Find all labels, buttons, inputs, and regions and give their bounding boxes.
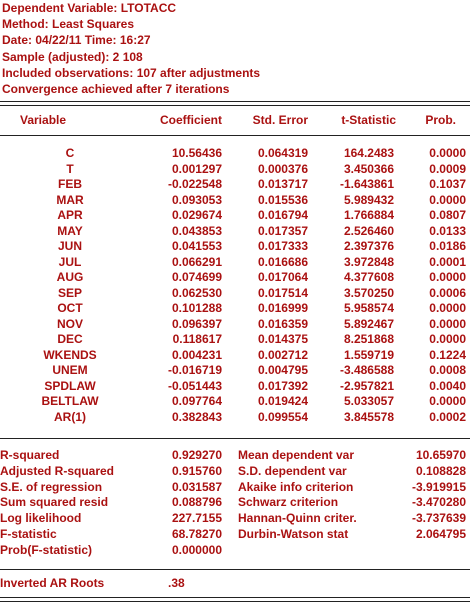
t-statistic-cell: 3.972848: [343, 254, 394, 269]
t-statistic-cell: 4.377608: [343, 270, 394, 284]
prob-cell: 0.1037: [429, 177, 466, 191]
prob-cell: 0.0000: [429, 270, 466, 284]
coefficient-cell: 10.56436: [171, 146, 222, 160]
t-statistic-cell: -2.957821: [339, 378, 394, 393]
variable-cell: T: [66, 161, 74, 176]
prob-cell: 0.0000: [429, 394, 466, 408]
std-error-cell: 0.017064: [257, 270, 308, 284]
table-row: [0, 317, 470, 333]
stat-value-2: -3.737639: [411, 511, 466, 526]
stat-value-2: 0.108828: [415, 463, 466, 478]
std-error-cell: 0.017333: [257, 239, 308, 253]
t-statistic-cell: 5.892467: [343, 316, 394, 331]
coefficient-cell: -0.022548: [167, 177, 222, 191]
variable-cell: DEC: [57, 332, 83, 346]
variable-cell: APR: [57, 208, 83, 222]
coefficient-cell: 0.097764: [171, 394, 222, 408]
stats-row: [0, 495, 470, 511]
stat-value-2: 2.064795: [415, 526, 466, 541]
table-row: [0, 286, 470, 302]
coefficient-cell: 0.382843: [171, 409, 222, 424]
stat-value: 0.000000: [171, 542, 222, 557]
coefficient-cell: 0.093053: [171, 192, 222, 207]
output-header: [2, 0, 260, 97]
coefficient-cell: -0.051443: [167, 378, 222, 393]
stat-label: S.E. of regression: [0, 479, 103, 494]
t-statistic-cell: 2.397376: [343, 239, 394, 253]
table-row: [0, 224, 470, 240]
table-row: [0, 208, 470, 224]
prob-cell: 0.0006: [429, 285, 466, 300]
coefficient-cell: 0.043853: [171, 223, 222, 238]
variable-cell: NOV: [56, 316, 83, 331]
method-line: Method: Least Squares: [2, 17, 135, 32]
prob-cell: 0.0133: [429, 223, 466, 238]
col-header-variable: Variable: [20, 113, 67, 127]
stat-label: Prob(F-statistic): [0, 542, 93, 557]
variable-cell: FEB: [58, 177, 82, 191]
prob-cell: 0.0009: [429, 161, 466, 176]
std-error-cell: 0.019424: [257, 394, 308, 408]
variable-cell: SEP: [57, 285, 82, 300]
dependent-variable-line: Dependent Variable: LTOTACC: [2, 1, 177, 15]
ar-roots-value: .38: [168, 576, 185, 590]
variable-cell: JUN: [57, 239, 82, 253]
coefficient-cell: 0.096397: [171, 316, 222, 331]
stat-label: R-squared: [0, 448, 60, 462]
coefficient-cell: 0.001297: [171, 161, 222, 176]
prob-cell: 0.0002: [429, 409, 466, 424]
t-statistic-cell: -3.486588: [339, 363, 394, 377]
prob-cell: 0.0000: [429, 301, 466, 315]
stat-label-2: Akaike info criterion: [238, 479, 354, 494]
t-statistic-cell: 2.526460: [343, 223, 394, 238]
coefficient-cell: 0.066291: [171, 254, 222, 269]
std-error-cell: 0.004795: [257, 363, 308, 377]
table-row: [0, 410, 470, 426]
t-statistic-cell: 1.766884: [343, 208, 394, 222]
variable-cell: AR(1): [54, 409, 86, 424]
stat-value: 0.929270: [171, 448, 222, 462]
ar-roots-label: Inverted AR Roots: [0, 576, 105, 590]
t-statistic-cell: 5.033057: [343, 394, 394, 408]
t-statistic-cell: 5.958574: [343, 301, 394, 315]
coefficient-cell: 0.041553: [171, 239, 222, 253]
stat-label-2: S.D. dependent var: [238, 463, 347, 478]
std-error-cell: 0.014375: [257, 332, 308, 346]
coefficient-cell: 0.029674: [171, 208, 222, 222]
table-row: [0, 394, 470, 410]
t-statistic-cell: 1.559719: [343, 347, 394, 362]
stats-row: [0, 448, 470, 464]
variable-cell: UNEM: [52, 363, 88, 377]
table-row: [0, 255, 470, 271]
variable-cell: SPDLAW: [44, 378, 96, 393]
stat-value-2: 10.65970: [415, 448, 466, 462]
col-header-t-statistic: t-Statistic: [341, 113, 396, 127]
coefficient-cell: 0.004231: [171, 347, 222, 362]
variable-cell: WKENDS: [43, 347, 97, 362]
t-statistic-cell: 5.989432: [343, 192, 394, 207]
prob-cell: 0.0008: [429, 363, 466, 377]
prob-cell: 0.0001: [429, 254, 466, 269]
prob-cell: 0.0040: [429, 378, 466, 393]
header-rule: [0, 135, 470, 136]
std-error-cell: 0.016359: [257, 316, 308, 331]
prob-cell: 0.0000: [429, 146, 466, 160]
prob-cell: 0.1224: [429, 347, 466, 362]
variable-cell: JUL: [58, 254, 82, 269]
variable-cell: BELTLAW: [41, 394, 99, 408]
stat-label: Log likelihood: [0, 511, 82, 526]
variable-cell: MAY: [57, 223, 83, 238]
table-row: [0, 162, 470, 178]
coefficient-table: [0, 146, 470, 425]
prob-cell: 0.0807: [429, 208, 466, 222]
stat-value: 68.78270: [171, 526, 222, 541]
stats-row: [0, 527, 470, 543]
std-error-cell: 0.016794: [257, 208, 308, 222]
prob-cell: 0.0000: [429, 192, 466, 207]
std-error-cell: 0.015536: [257, 192, 308, 207]
stat-label: Sum squared resid: [0, 495, 109, 510]
t-statistic-cell: 3.845578: [343, 409, 394, 424]
stat-value: 0.915760: [171, 463, 222, 478]
table-row: [0, 332, 470, 348]
coefficient-cell: 0.074699: [171, 270, 222, 284]
t-statistic-cell: 8.251868: [343, 332, 394, 346]
stat-label-2: Durbin-Watson stat: [238, 526, 349, 541]
std-error-cell: 0.002712: [257, 347, 308, 362]
std-error-cell: 0.099554: [257, 409, 308, 424]
convergence-line: Convergence achieved after 7 iterations: [2, 81, 230, 96]
stat-value: 0.088796: [171, 495, 222, 510]
variable-cell: OCT: [57, 301, 83, 315]
std-error-cell: 0.017392: [257, 378, 308, 393]
coefficient-cell: -0.016719: [167, 363, 222, 377]
double-rule-bottom: [0, 597, 470, 602]
col-header-coefficient: Coefficient: [159, 113, 222, 127]
col-header-std-error: Std. Error: [252, 113, 308, 127]
coefficient-cell: 0.101288: [171, 301, 222, 315]
stat-value: 0.031587: [171, 479, 222, 494]
std-error-cell: 0.017357: [257, 223, 308, 238]
table-bottom-rule: [0, 438, 470, 439]
stat-label: F-statistic: [0, 526, 57, 541]
variable-cell: C: [65, 146, 75, 160]
table-row: [0, 270, 470, 286]
table-row: [0, 239, 470, 255]
double-rule-top: [0, 101, 470, 106]
stat-label-2: Mean dependent var: [238, 448, 355, 462]
stats-row: [0, 543, 470, 559]
stat-value-2: -3.919915: [411, 479, 466, 494]
std-error-cell: 0.016686: [257, 254, 308, 269]
sample-line: Sample (adjusted): 2 108: [2, 49, 143, 64]
stats-row: [0, 511, 470, 527]
stats-row: [0, 464, 470, 480]
prob-cell: 0.0000: [429, 316, 466, 331]
variable-cell: AUG: [56, 270, 84, 284]
date-line: Date: 04/22/11 Time: 16:27: [2, 33, 151, 48]
t-statistic-cell: 164.2483: [343, 146, 394, 160]
coefficient-cell: 0.062530: [171, 285, 222, 300]
stats-bottom-rule: [0, 569, 470, 570]
stat-label-2: Schwarz criterion: [238, 495, 339, 510]
stat-value: 227.7155: [171, 511, 222, 526]
prob-cell: 0.0186: [429, 239, 466, 253]
t-statistic-cell: 3.570250: [343, 285, 394, 300]
std-error-cell: 0.000376: [257, 161, 308, 176]
table-row: [0, 379, 470, 395]
table-row: [0, 363, 470, 379]
stat-value-2: -3.470280: [411, 495, 466, 510]
table-row: [0, 301, 470, 317]
std-error-cell: 0.017514: [257, 285, 308, 300]
table-row: [0, 193, 470, 209]
observations-line: Included observations: 107 after adjustments: [2, 65, 261, 80]
col-header-prob: Prob.: [425, 113, 456, 127]
stats-row: [0, 480, 470, 496]
table-row: [0, 348, 470, 364]
t-statistic-cell: -1.643861: [339, 177, 394, 191]
table-row: [0, 177, 470, 193]
coefficient-cell: 0.118617: [172, 332, 222, 346]
variable-cell: MAR: [56, 192, 84, 207]
table-row: [0, 146, 470, 162]
std-error-cell: 0.013717: [257, 177, 308, 191]
stat-label: Adjusted R-squared: [0, 463, 115, 478]
std-error-cell: 0.064319: [257, 146, 308, 160]
stat-label-2: Hannan-Quinn criter.: [238, 511, 357, 526]
prob-cell: 0.0000: [429, 332, 466, 346]
std-error-cell: 0.016999: [257, 301, 308, 315]
summary-statistics: [0, 448, 470, 559]
t-statistic-cell: 3.450366: [343, 161, 394, 176]
